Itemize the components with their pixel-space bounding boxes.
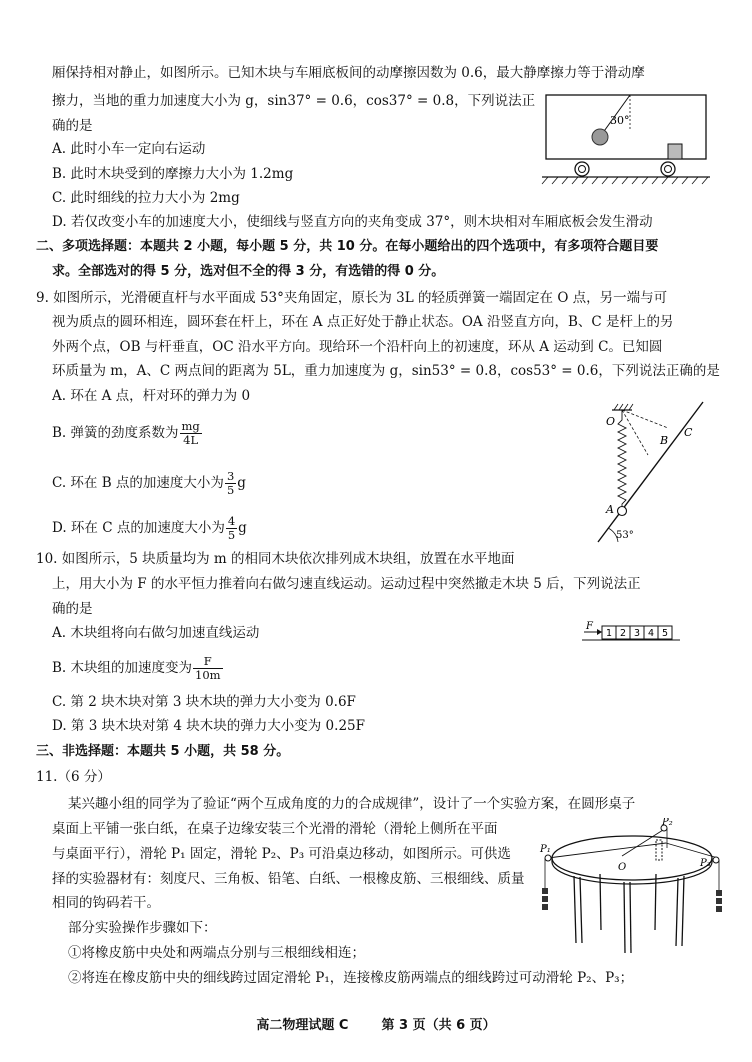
block-2-label: 2 [620, 628, 627, 639]
q11-line3: 与桌面平行），滑轮 P₁ 固定，滑轮 P₂、P₃ 可沿桌边移动，如图所示。可供选 [52, 846, 511, 862]
q10-option-d: D. 第 3 块木块对第 4 块木块的弹力大小变为 0.25F [52, 718, 365, 734]
block-4-label: 4 [648, 628, 655, 639]
q8-option-d: D. 若仅改变小车的加速度大小，使细线与竖直方向的夹角变成 37°，则木块相对车厢底板会发生滑动 [52, 214, 653, 230]
q9-option-b [52, 420, 203, 447]
q11-line6: 部分实验操作步骤如下： [68, 920, 217, 936]
table-figure [538, 818, 722, 958]
q9-option-a: A. 环在 A 点，杆对环的弹力为 0 [52, 388, 251, 404]
q11-step2: ②将连在橡皮筋中央的细线跨过固定滑轮 P₁，连接橡皮筋两端点的细线跨过可动滑轮 P₂、P₃； [68, 970, 634, 986]
q8-option-a: A. 此时小车一定向右运动 [52, 141, 206, 157]
table-label-p1: P₁ [540, 844, 551, 855]
section2-heading-line1: 二、多项选择题：本题共 2 小题，每小题 5 分，共 10 分。在每小题给出的四个选项中，有多项符合题目要 [36, 239, 659, 254]
q8-cont-line3: 确的是 [52, 118, 93, 134]
q10-option-b-text: B. 木块组的加速度变为 [52, 660, 193, 676]
section2-heading-line2: 求。全部选对的得 5 分，选对但不全的得 3 分，有选错的得 0 分。 [52, 264, 445, 279]
footer-subject: 高二物理试题 C [256, 1018, 349, 1033]
table-label-p2: P₂ [662, 818, 673, 828]
q9-option-b-text: B. 弹簧的劲度系数为 [52, 425, 179, 441]
q10-option-b-fraction: $\frac{F}{10m}$ [195, 654, 221, 682]
rod-spring-figure [588, 400, 718, 550]
blocks-force-label: F [586, 621, 593, 632]
q10-stem-line2: 上，用大小为 F 的水平恒力推着向右做匀速直线运动。运动过程中突然撤走木块 5 后，下列说法正 [52, 576, 641, 592]
q9-option-c: C. 环在 B 点的加速度大小为 $\frac{3}{5}$ g [52, 469, 246, 497]
q9-option-c-fraction: $\frac{3}{5}$ [226, 469, 235, 497]
q11-line1: 某兴趣小组的同学为了验证“两个互成角度的力的合成规律”，设计了一个实验方案，在圆形桌子 [68, 796, 636, 812]
page-footer [0, 1014, 752, 1033]
q8-option-c: C. 此时细线的拉力大小为 2mg [52, 190, 240, 206]
q9-option-d-fraction: $\frac{4}{5}$ [227, 514, 236, 542]
rod-angle-label: 53° [616, 530, 634, 541]
q10-stem-line3: 确的是 [52, 601, 93, 617]
table-label-p3: P₃ [700, 858, 711, 869]
rod-label-o: O [606, 415, 616, 428]
q11-step1: ①将橡皮筋中央处和两端点分别与三根细线相连； [68, 945, 365, 961]
q9-option-d: D. 环在 C 点的加速度大小为 $\frac{4}{5}$ g [52, 514, 247, 542]
q8-cont-line1: 厢保持相对静止，如图所示。已知木块与车厢底板间的动摩擦因数为 0.6，最大静摩擦力等于滑动摩 [52, 65, 645, 81]
q11-line2: 桌面上平铺一张白纸，在桌子边缘安装三个光滑的滑轮（滑轮上侧所在平面 [52, 821, 498, 837]
q8-cont-line2: 擦力，当地的重力加速度大小为 g，sin37° = 0.6，cos37° = 0.8，下列说法正 [52, 93, 536, 109]
q10-option-b [52, 655, 224, 682]
table-label-o: O [618, 862, 627, 873]
q9-stem-line2: 视为质点的圆环相连，圆环套在杆上，环在 A 点正好处于静止状态。OA 沿竖直方向，B、C 是杆上的另 [52, 314, 674, 330]
q11-line5: 相同的钩码若干。 [52, 895, 160, 911]
q10-stem-line1: 10. 如图所示，5 块质量均为 m 的相同木块依次排列成木块组，放置在水平地面 [36, 551, 515, 567]
q9-option-b-fraction: $\frac{mg}{4L}$ [181, 419, 200, 447]
q10-option-c: C. 第 2 块木块对第 3 块木块的弹力大小变为 0.6F [52, 694, 356, 710]
q11-heading: 11.（6 分） [36, 769, 111, 785]
blocks-figure [582, 620, 682, 648]
q10-option-a: A. 木块组将向右做匀加速直线运动 [52, 625, 260, 641]
block-3-label: 3 [634, 628, 641, 639]
rod-label-b: B [660, 434, 669, 447]
q9-stem-line4: 环质量为 m，A、C 两点间的距离为 5L，重力加速度为 g，sin53° = 0.8，cos53° = 0.6，下列说法正确的是 [52, 363, 720, 379]
q9-option-c-text: C. 环在 B 点的加速度大小为 [52, 475, 224, 491]
block-5-label: 5 [662, 628, 669, 639]
rod-label-c: C [684, 426, 693, 439]
cart-angle-label: 30° [610, 114, 630, 127]
section3-heading: 三、非选择题：本题共 5 小题，共 58 分。 [36, 744, 290, 759]
footer-page-number: 第 3 页（共 6 页） [381, 1018, 496, 1033]
q9-stem-line1: 9. 如图所示，光滑硬直杆与水平面成 53°夹角固定，原长为 3L 的轻质弹簧一端固定在 O 点，另一端与可 [36, 290, 668, 306]
block-1-label: 1 [606, 628, 613, 639]
q11-line4: 择的实验器材有：刻度尺、三角板、铅笔、白纸、一根橡皮筋、三根细线、质量 [52, 871, 525, 887]
cart-figure [540, 92, 712, 188]
rod-label-a: A [606, 503, 614, 516]
q9-stem-line3: 外两个点，OB 与杆垂直，OC 沿水平方向。现给环一个沿杆向上的初速度，环从 A 运动到 C。已知圆 [52, 339, 663, 355]
q8-option-b: B. 此时木块受到的摩擦力大小为 1.2mg [52, 166, 294, 182]
blocks-row [602, 626, 672, 639]
q9-option-d-text: D. 环在 C 点的加速度大小为 [52, 520, 225, 536]
